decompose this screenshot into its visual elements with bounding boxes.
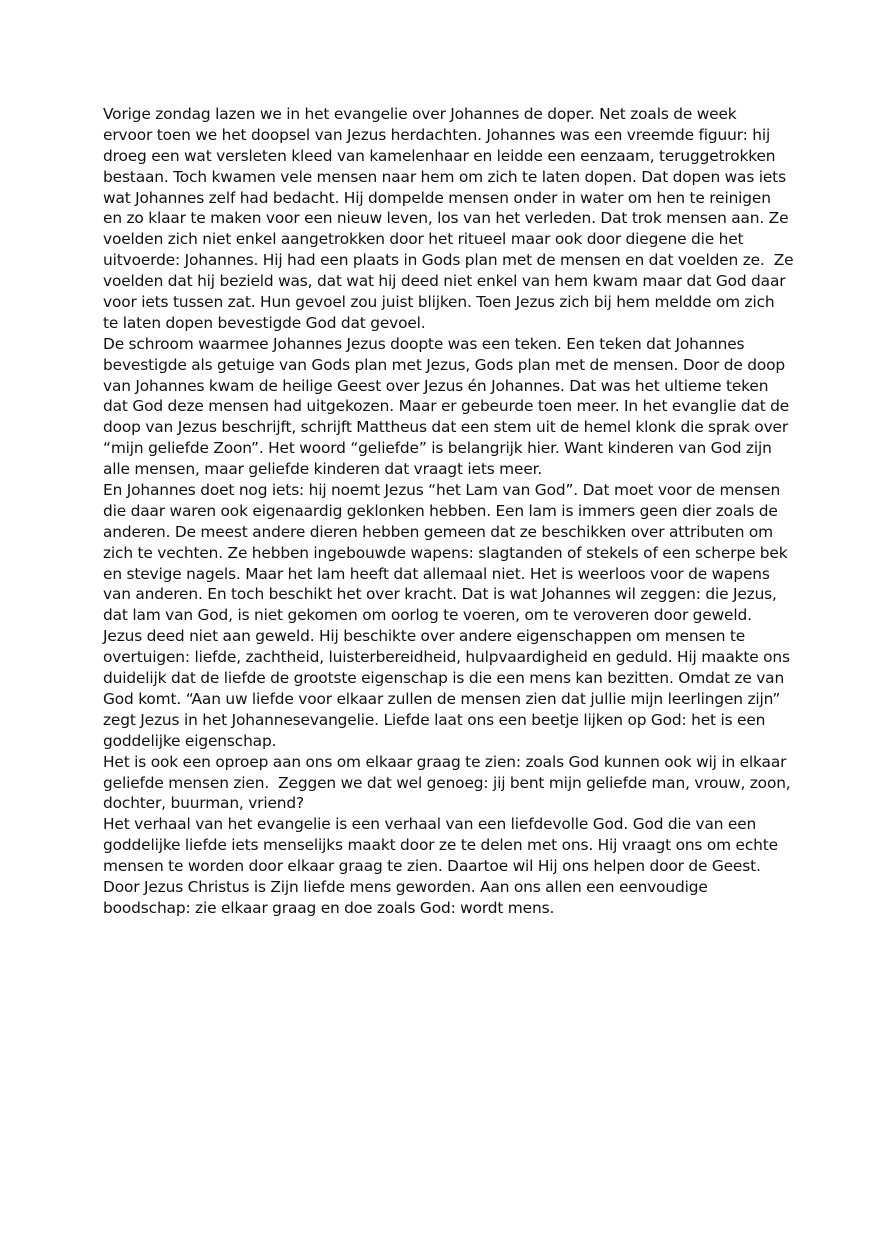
text-line: voelden zich niet enkel aangetrokken door het ritueel maar ook door diegene die het xyxy=(103,230,744,249)
text-line: dochter, buurman, vriend? xyxy=(103,794,305,813)
text-line: goddelijke liefde iets menselijks maakt door ze te delen met ons. Hij vraagt ons om echte xyxy=(103,836,778,855)
text-line: Vorige zondag lazen we in het evangelie over Johannes de doper. Net zoals de week xyxy=(103,105,737,123)
text-line: van anderen. En toch beschikt het over kracht. Dat is wat Johannes wil zeggen: die Jezus, xyxy=(103,585,777,604)
text-line: En Johannes doet nog iets: hij noemt Jezus “het Lam van God”. Dat moet voor de mensen xyxy=(103,481,781,500)
text-line: duidelijk dat de liefde de grootste eigenschap is die een mens kan bezitten. Omdat ze van xyxy=(103,669,785,688)
text-line: mensen te worden door elkaar graag te zien. Daartoe wil Hij ons helpen door de Geest. xyxy=(103,857,761,876)
text-line: De schroom waarmee Johannes Jezus doopte was een teken. Een teken dat Johannes xyxy=(103,334,745,353)
text-line: voor iets tussen zat. Hun gevoel zou juist blijken. Toen Jezus zich bij hem meldde om zich xyxy=(103,293,775,312)
text-line: voelden dat hij bezield was, dat wat hij deed niet enkel van hem kwam maar dat God daar xyxy=(103,272,786,291)
text-line: overtuigen: liefde, zachtheid, luisterbereidheid, hulpvaardigheid en geduld. Hij maakte ons xyxy=(103,648,790,667)
text-line: God komt. “Aan uw liefde voor elkaar zullen de mensen zien dat jullie mijn leerlingen zijn” xyxy=(103,689,781,708)
text-line: “mijn geliefde Zoon”. Het woord “geliefde” is belangrijk hier. Want kinderen van God zijn xyxy=(103,439,772,458)
text-line: ervoor toen we het doopsel van Jezus herdachten. Johannes was een vreemde figuur: hij xyxy=(103,125,771,144)
text-line: anderen. De meest andere dieren hebben gemeen dat ze beschikken over attributen om xyxy=(103,522,774,541)
text-line: Het verhaal van het evangelie is een verhaal van een liefdevolle God. God die van een xyxy=(103,815,757,834)
text-line: wat Johannes zelf had bedacht. Hij dompelde mensen onder in water om hen te reinigen xyxy=(103,188,771,207)
text-line: zich te vechten. Ze hebben ingebouwde wapens: slagtanden of stekels of een scherpe bek xyxy=(103,543,788,562)
text-line: uitvoerde: Johannes. Hij had een plaats in Gods plan met de mensen en dat voelden ze. Ze xyxy=(103,251,794,270)
text-line: goddelijke eigenschap. xyxy=(103,731,277,750)
text-line: boodschap: zie elkaar graag en doe zoals God: wordt mens. xyxy=(103,898,555,917)
text-line: van Johannes kwam de heilige Geest over Jezus én Johannes. Dat was het ultieme teken xyxy=(103,376,769,395)
text-line: Jezus deed niet aan geweld. Hij beschikte over andere eigenschappen om mensen te xyxy=(103,627,746,646)
body-text xyxy=(103,104,794,919)
text-line: alle mensen, maar geliefde kinderen dat vraagt iets meer. xyxy=(103,460,543,479)
text-line: geliefde mensen zien. Zeggen we dat wel genoeg: jij bent mijn geliefde man, vrouw, zoon, xyxy=(103,773,791,792)
text-line: en zo klaar te maken voor een nieuw leven, los van het verleden. Dat trok mensen aan. Ze xyxy=(103,209,789,228)
text-line: bestaan. Toch kwamen vele mensen naar hem om zich te laten dopen. Dat dopen was iets xyxy=(103,167,786,186)
text-line: die daar waren ook eigenaardig geklonken hebben. Een lam is immers geen dier zoals de xyxy=(103,501,778,520)
text-line: dat lam van God, is niet gekomen om oorlog te voeren, om te veroveren door geweld. xyxy=(103,606,752,625)
text-line: zegt Jezus in het Johannesevangelie. Liefde laat ons een beetje lijken op God: het is een xyxy=(103,710,766,729)
text-line: dat God deze mensen had uitgekozen. Maar er gebeurde toen meer. In het evanglie dat de xyxy=(103,397,790,416)
text-line: te laten dopen bevestigde God dat gevoel. xyxy=(103,313,426,332)
text-line: Het is ook een oproep aan ons om elkaar graag te zien: zoals God kunnen ook wij in elkaar xyxy=(103,752,787,771)
text-line: en stevige nagels. Maar het lam heeft dat allemaal niet. Het is weerloos voor de wapens xyxy=(103,564,770,583)
text-line: droeg een wat versleten kleed van kamelenhaar en leidde een eenzaam, teruggetrokken xyxy=(103,146,776,165)
text-line: bevestigde als getuige van Gods plan met Jezus, Gods plan met de mensen. Door de doop xyxy=(103,355,786,374)
text-line: doop van Jezus beschrijft, schrijft Mattheus dat een stem uit de hemel klonk die sprak over xyxy=(103,418,789,437)
text-line: Door Jezus Christus is Zijn liefde mens geworden. Aan ons allen een eenvoudige xyxy=(103,877,708,896)
